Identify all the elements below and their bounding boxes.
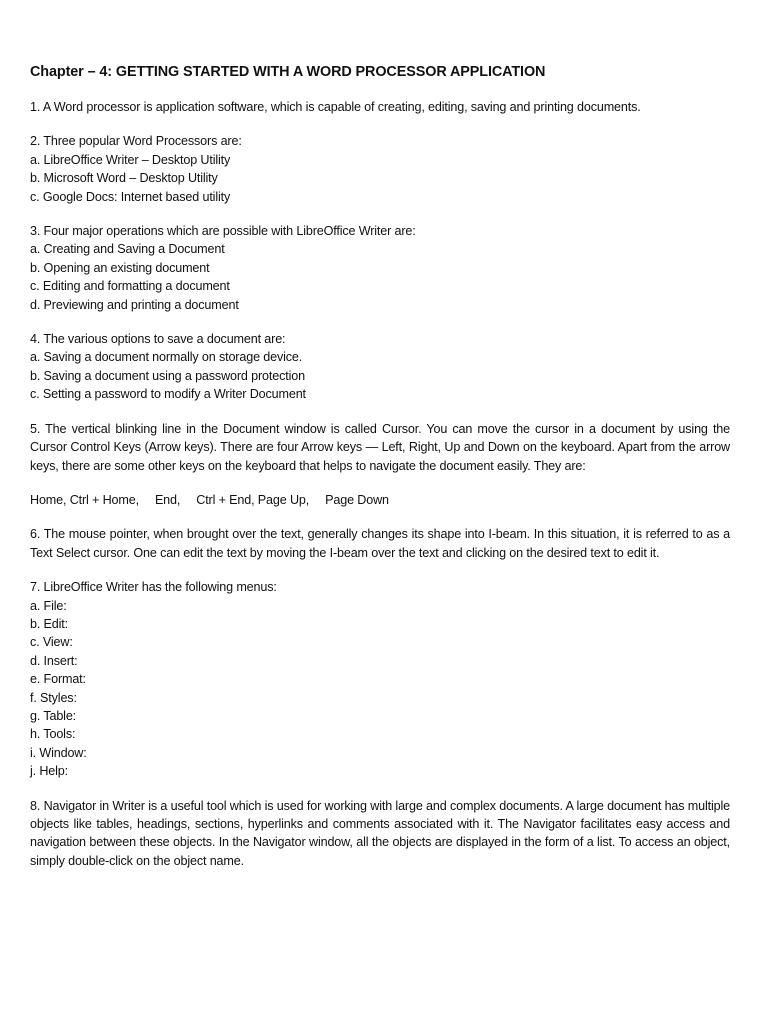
key-list-item: End, bbox=[154, 492, 181, 507]
point-8-text: 8. Navigator in Writer is a useful tool which is used for working with large and complex documents. A large document has multiple objects like tables, headings, sections, hyperlinks and comments associated with it. The Navigator facilitates easy access and navigation between these objects. In the Navigator window, all the objects are displayed in the form of a list. To access an object, simply double-click on the object name. bbox=[30, 798, 730, 868]
list-item: b. Microsoft Word – Desktop Utility bbox=[30, 171, 218, 186]
document-page bbox=[30, 62, 730, 886]
point-6-text: 6. The mouse pointer, when brought over the text, generally changes its shape into I-beam. In this situation, it is referred to as a Text Select cursor. One can edit the text by moving the I-beam over the text and clicking on the desired text to edit it. bbox=[30, 527, 730, 560]
list-item: i. Window: bbox=[30, 745, 87, 760]
point-1-text: 1. A Word processor is application software, which is capable of creating, editing, saving and printing documents. bbox=[30, 100, 641, 114]
point-4 bbox=[30, 330, 730, 404]
list-item: a. Creating and Saving a Document bbox=[30, 242, 225, 257]
key-list-item: Page Down bbox=[325, 492, 389, 507]
page-title: Chapter – 4: GETTING STARTED WITH A WORD PROCESSOR APPLICATION bbox=[30, 64, 546, 80]
point-3-heading: 3. Four major operations which are possible with LibreOffice Writer are: bbox=[30, 224, 416, 239]
list-item: d. Previewing and printing a document bbox=[30, 297, 239, 312]
point-6 bbox=[30, 525, 730, 562]
list-item: c. Google Docs: Internet based utility bbox=[30, 189, 231, 204]
list-item: a. File: bbox=[30, 598, 67, 613]
point-2-heading: 2. Three popular Word Processors are: bbox=[30, 134, 242, 149]
point-5 bbox=[30, 420, 730, 475]
navigation-keys bbox=[30, 491, 730, 509]
list-item: b. Saving a document using a password protection bbox=[30, 368, 305, 383]
list-item: a. LibreOffice Writer – Desktop Utility bbox=[30, 152, 231, 167]
key-list-item: Home, Ctrl + Home, bbox=[30, 492, 139, 507]
point-2 bbox=[30, 132, 730, 206]
point-4-heading: 4. The various options to save a document are: bbox=[30, 332, 286, 347]
list-item: b. Opening an existing document bbox=[30, 260, 210, 275]
list-item: f. Styles: bbox=[30, 690, 77, 705]
list-item: b. Edit: bbox=[30, 616, 69, 631]
list-item: c. Editing and formatting a document bbox=[30, 279, 230, 294]
point-1 bbox=[30, 98, 730, 116]
list-item: h. Tools: bbox=[30, 727, 76, 742]
list-item: e. Format: bbox=[30, 672, 86, 687]
point-7 bbox=[30, 578, 730, 780]
point-5-text: 5. The vertical blinking line in the Document window is called Cursor. You can move the cursor in a document by using the Cursor Control Keys (Arrow keys). There are four Arrow keys — Left, Right, Up and Down on the keyboard. Apart from the arrow keys, there are some other keys on the keyboard that helps to navigate the document easily. They are: bbox=[30, 421, 730, 473]
list-item: a. Saving a document normally on storage device. bbox=[30, 350, 303, 365]
list-item: c. Setting a password to modify a Writer Document bbox=[30, 387, 306, 402]
list-item: j. Help: bbox=[30, 764, 68, 779]
point-3 bbox=[30, 222, 730, 314]
point-8 bbox=[30, 797, 730, 871]
key-list-item: Ctrl + End, Page Up, bbox=[196, 492, 310, 507]
point-7-heading: 7. LibreOffice Writer has the following menus: bbox=[30, 580, 277, 595]
list-item: g. Table: bbox=[30, 708, 77, 723]
list-item: d. Insert: bbox=[30, 653, 78, 668]
list-item: c. View: bbox=[30, 635, 73, 650]
